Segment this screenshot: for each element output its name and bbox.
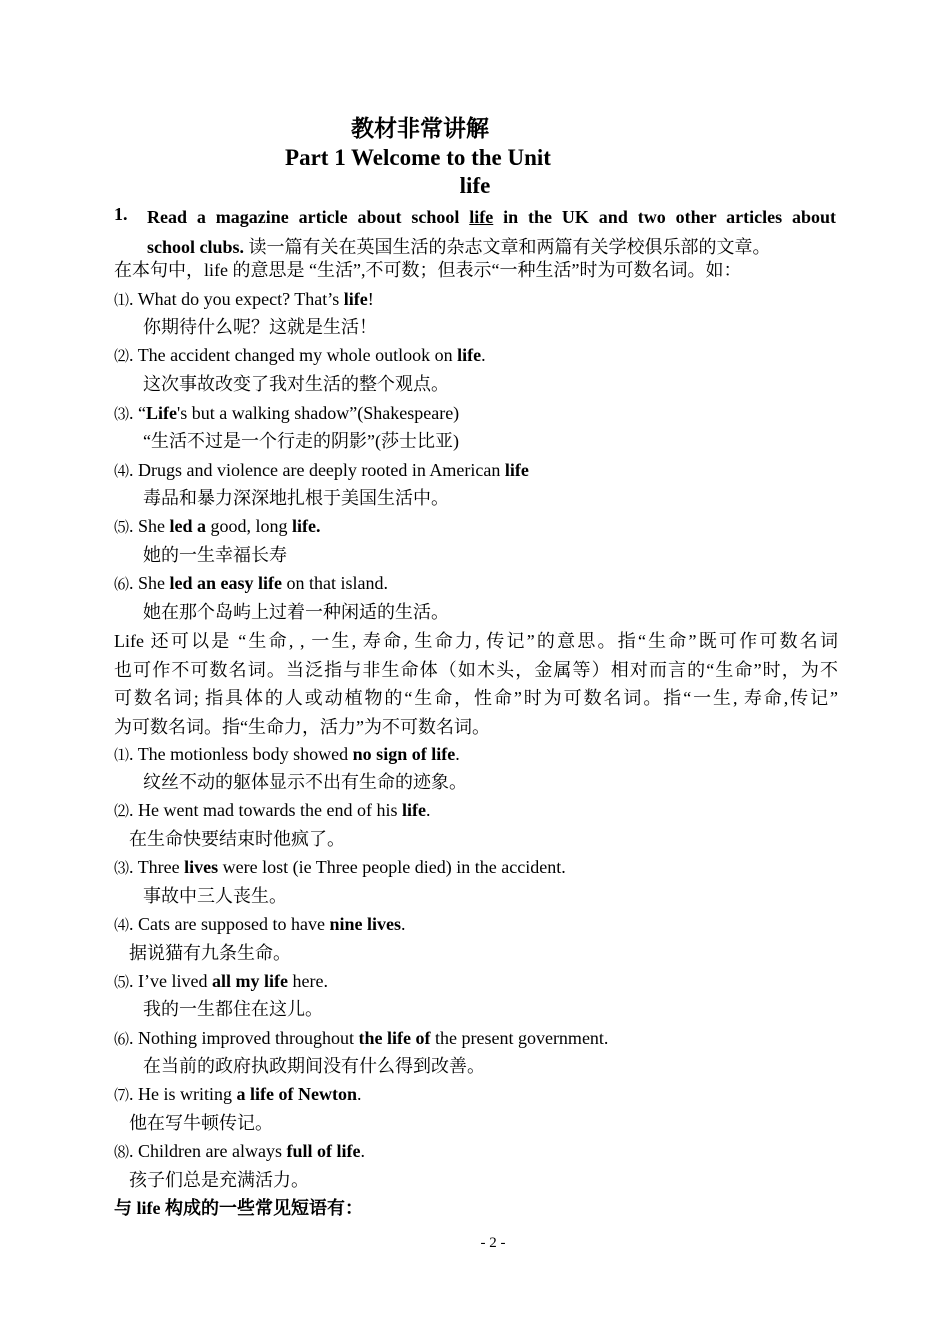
intro-usage-note: 在本句中，life 的意思是 “生活”,不可数；但表示“一种生活”时为可数名词。如： <box>114 260 742 280</box>
item-translation: 读一篇有关在英国生活的杂志文章和两篇有关学校俱乐部的文章。 <box>244 237 771 257</box>
heading-chinese: 教材非常讲解 <box>351 116 489 141</box>
heading-word: life <box>459 173 491 198</box>
example-sentence: ⑺. He is writing a life of Newton. <box>114 1084 362 1104</box>
explanation-line: 为可数名词。指“生命力，活力”为不可数名词。 <box>114 716 490 737</box>
explanation-line: 也可作不可数名词。当泛指与非生命体（如木头，金属等）相对而言的“生命”时，为不 <box>114 659 838 680</box>
item-text-part: in the UK and two other articles about <box>493 207 836 227</box>
phrases-heading: 与 life 构成的一些常见短语有： <box>114 1198 363 1218</box>
example-translation: 据说猫有九条生命。 <box>129 943 291 963</box>
example-sentence: ⑻. Children are always full of life. <box>114 1141 365 1161</box>
example-translation: 她的一生幸福长寿 <box>143 545 287 565</box>
example-sentence: ⑷. Drugs and violence are deeply rooted in American life <box>114 460 529 480</box>
explanation-line: Life 还可以是 “生命, , 一生, 寿命, 生命力, 传记”的意思。指“生命”既可作可数名词 <box>114 631 838 651</box>
example-translation: 毒品和暴力深深地扎根于美国生活中。 <box>143 488 449 508</box>
example-translation: 他在写牛顿传记。 <box>129 1113 273 1133</box>
example-translation: 事故中三人丧生。 <box>143 886 287 906</box>
example-translation: 我的一生都住在这儿。 <box>143 999 323 1019</box>
example-sentence: ⑸. I’ve lived all my life here. <box>114 971 328 991</box>
heading-part: Part 1 Welcome to the Unit <box>285 145 551 170</box>
explanation-line: 可数名词; 指具体的人或动植物的“生命，性命”时为可数名词。指“一生, 寿命,传记” <box>114 688 838 709</box>
page-number: - 2 - <box>480 1235 506 1251</box>
example-sentence: ⑶. Three lives were lost (ie Three people died) in the accident. <box>114 857 566 877</box>
example-sentence: ⑹. Nothing improved throughout the life of the present government. <box>114 1028 609 1048</box>
example-sentence: ⑵. The accident changed my whole outlook on life. <box>114 345 486 365</box>
example-sentence: ⑸. She led a good, long life. <box>114 516 321 536</box>
example-sentence: ⑷. Cats are supposed to have nine lives. <box>114 914 406 934</box>
example-translation: “生活不过是一个行走的阴影”(莎士比亚) <box>143 431 459 451</box>
example-translation: 你期待什么呢？这就是生活！ <box>143 317 377 337</box>
example-translation: 在当前的政府执政期间没有什么得到改善。 <box>143 1056 485 1076</box>
example-translation: 这次事故改变了我对生活的整个观点。 <box>143 374 449 394</box>
example-sentence: ⑹. She led an easy life on that island. <box>114 573 389 593</box>
example-sentence: ⑴. What do you expect? That’s life! <box>114 289 374 309</box>
example-translation: 孩子们总是充满活力。 <box>129 1170 309 1190</box>
explanation-paragraph <box>114 627 838 741</box>
item-text <box>147 202 836 262</box>
example-sentence: ⑶. “Life's but a walking shadow”(Shakespeare) <box>114 403 460 423</box>
item-text-part: Read a magazine article about school <box>147 207 470 227</box>
item-text-part: school clubs. <box>147 237 245 257</box>
example-sentence: ⑵. He went mad towards the end of his life. <box>114 800 431 820</box>
item-keyword: life <box>469 207 494 227</box>
item-number: 1. <box>114 204 128 224</box>
example-translation: 纹丝不动的躯体显示不出有生命的迹象。 <box>143 772 467 792</box>
example-sentence: ⑴. The motionless body showed no sign of life. <box>114 744 460 764</box>
example-translation: 她在那个岛屿上过着一种闲适的生活。 <box>143 602 449 622</box>
example-translation: 在生命快要结束时他疯了。 <box>129 829 345 849</box>
item-line-1 <box>147 202 836 232</box>
